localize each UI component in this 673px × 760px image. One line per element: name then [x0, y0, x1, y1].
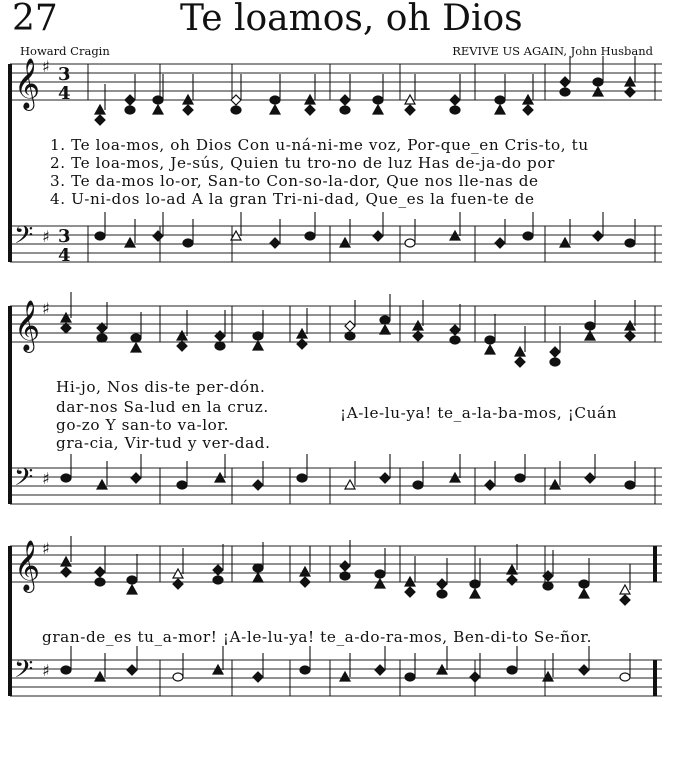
note-head — [127, 576, 137, 584]
sharp-icon: ♯ — [42, 57, 50, 76]
note-head — [543, 582, 553, 590]
note-head — [173, 673, 183, 681]
note-head — [470, 589, 480, 598]
note-head — [579, 665, 589, 675]
note-head — [253, 332, 263, 340]
note-head — [300, 666, 310, 674]
note-head — [345, 321, 355, 331]
note-head — [61, 567, 71, 577]
note-head — [405, 105, 415, 115]
note-head — [550, 480, 560, 489]
note-head — [625, 87, 635, 97]
note-head — [413, 321, 423, 330]
note-head — [131, 343, 141, 352]
note-head — [373, 96, 383, 104]
verse-2-line-1: 2. Te loa-mos, Je-sús, Quien tu tro-no de luz Has de-ja-do por — [50, 154, 555, 172]
note-head — [177, 481, 187, 489]
note-head — [373, 231, 383, 241]
note-head — [485, 336, 495, 344]
note-head — [620, 585, 630, 594]
note-head — [585, 331, 595, 340]
verse-1-line-2: Hi-jo, Nos dis-te per-dón. — [56, 378, 266, 396]
verse-4-line-1: 4. U-ni-dos lo-ad A la gran Tri-ni-dad, Que_es la fuen-te de — [50, 190, 535, 208]
note-head — [450, 95, 460, 105]
note-head — [95, 105, 105, 114]
verse-1-line-1: 1. Te loa-mos, oh Dios Con u-ná-ni-me voz, Por-que_en Cris-to, tu — [50, 136, 589, 154]
note-head — [507, 666, 517, 674]
note-head — [405, 673, 415, 681]
note-head — [625, 321, 635, 330]
treble-clef-icon: 𝄞 — [14, 58, 41, 109]
time-signature-top: 3 — [58, 226, 71, 247]
verse-2-line-2: dar-nos Sa-lud en la cruz. — [56, 398, 269, 416]
note-head — [620, 673, 630, 681]
note-head — [515, 474, 525, 482]
note-head — [593, 231, 603, 241]
note-head — [560, 77, 570, 87]
note-head — [380, 325, 390, 334]
bass-clef-icon: 𝄢 — [14, 655, 34, 690]
note-head — [297, 474, 307, 482]
note-head — [125, 238, 135, 247]
note-head — [345, 332, 355, 340]
note-head — [153, 105, 163, 114]
note-head — [375, 579, 385, 588]
note-head — [437, 590, 447, 598]
time-signature-top: 3 — [58, 64, 71, 85]
verse-4-line-2: gra-cia, Vir-tud y ver-dad. — [56, 434, 271, 452]
note-head — [495, 96, 505, 104]
note-head — [470, 580, 480, 588]
note-head — [585, 473, 595, 483]
note-head — [340, 572, 350, 580]
treble-clef-icon: 𝄞 — [14, 540, 41, 591]
hymn-number: 27 — [12, 0, 58, 39]
note-head — [405, 239, 415, 247]
note-head — [153, 231, 163, 241]
note-head — [413, 481, 423, 489]
note-head — [375, 570, 385, 578]
note-head — [523, 105, 533, 115]
note-head — [61, 557, 71, 566]
note-head — [215, 342, 225, 350]
note-head — [183, 239, 193, 247]
note-head — [625, 239, 635, 247]
note-head — [437, 579, 447, 589]
note-head — [579, 589, 589, 598]
note-head — [270, 105, 280, 114]
note-head — [213, 576, 223, 584]
sharp-icon: ♯ — [42, 661, 50, 680]
note-head — [495, 105, 505, 114]
note-head — [300, 577, 310, 587]
note-head — [375, 665, 385, 675]
note-head — [305, 105, 315, 115]
note-head — [183, 105, 193, 115]
note-head — [450, 336, 460, 344]
verse-3-line-2: go-zo Y san-to va-lor. — [56, 416, 230, 434]
note-head — [95, 578, 105, 586]
note-head — [470, 672, 480, 682]
refrain-line-2: gran-de_es tu_a-mor! ¡A-le-lu-ya! te_a-do-ra-mos, Ben-di-to Se-ñor. — [42, 628, 593, 646]
note-head — [297, 339, 307, 349]
note-head — [127, 585, 137, 594]
note-head — [253, 672, 263, 682]
verse-3-line-1: 3. Te da-mos lo-or, San-to Con-so-la-dor, Que nos lle-nas de — [50, 172, 539, 190]
treble-clef-icon: 𝄞 — [14, 300, 41, 351]
time-signature-bottom: 4 — [58, 83, 71, 104]
note-head — [380, 473, 390, 483]
note-head — [340, 95, 350, 105]
note-head — [515, 347, 525, 356]
sharp-icon: ♯ — [42, 299, 50, 318]
note-head — [61, 313, 71, 322]
note-head — [270, 96, 280, 104]
note-head — [131, 334, 141, 342]
note-head — [153, 96, 163, 104]
note-head — [97, 334, 107, 342]
note-head — [345, 480, 355, 489]
note-head — [340, 672, 350, 681]
lyricist-credit: Howard Cragin — [20, 44, 110, 58]
note-head — [253, 573, 263, 582]
note-head — [253, 564, 263, 572]
note-head — [507, 575, 517, 585]
note-head — [95, 567, 105, 577]
note-head — [95, 232, 105, 240]
note-head — [380, 316, 390, 324]
note-head — [515, 357, 525, 367]
note-head — [485, 345, 495, 354]
time-signature-bottom: 4 — [58, 245, 71, 266]
note-head — [173, 579, 183, 589]
note-head — [550, 358, 560, 366]
note-head — [550, 347, 560, 357]
note-head — [131, 473, 141, 483]
note-head — [560, 238, 570, 247]
note-head — [125, 106, 135, 114]
note-head — [405, 587, 415, 597]
sharp-icon: ♯ — [42, 469, 50, 488]
note-head — [253, 480, 263, 490]
note-head — [625, 481, 635, 489]
note-head — [305, 232, 315, 240]
note-head — [340, 238, 350, 247]
note-head — [177, 331, 187, 340]
bass-clef-icon: 𝄢 — [14, 463, 34, 498]
note-head — [95, 672, 105, 681]
note-head — [61, 474, 71, 482]
note-head — [127, 665, 137, 675]
note-head — [97, 480, 107, 489]
note-head — [593, 78, 603, 86]
bass-clef-icon: 𝄢 — [14, 221, 34, 256]
refrain-line-1: ¡A-le-lu-ya! te_a-la-ba-mos, ¡Cuán — [340, 404, 618, 422]
note-head — [560, 88, 570, 96]
note-head — [485, 480, 495, 490]
note-head — [95, 115, 105, 125]
note-head — [579, 580, 589, 588]
note-head — [61, 666, 71, 674]
note-head — [373, 105, 383, 114]
sharp-icon: ♯ — [42, 227, 50, 246]
note-head — [231, 106, 241, 114]
note-head — [495, 238, 505, 248]
hymn-title: Te loamos, oh Dios — [180, 0, 523, 39]
sharp-icon: ♯ — [42, 539, 50, 558]
note-head — [340, 106, 350, 114]
note-head — [620, 595, 630, 605]
note-head — [507, 565, 517, 574]
note-head — [340, 561, 350, 571]
note-head — [300, 567, 310, 576]
note-head — [270, 238, 280, 248]
note-head — [450, 106, 460, 114]
tune-credit: REVIVE US AGAIN, John Husband — [452, 44, 653, 58]
note-head — [523, 232, 533, 240]
note-head — [125, 95, 135, 105]
note-head — [585, 322, 595, 330]
